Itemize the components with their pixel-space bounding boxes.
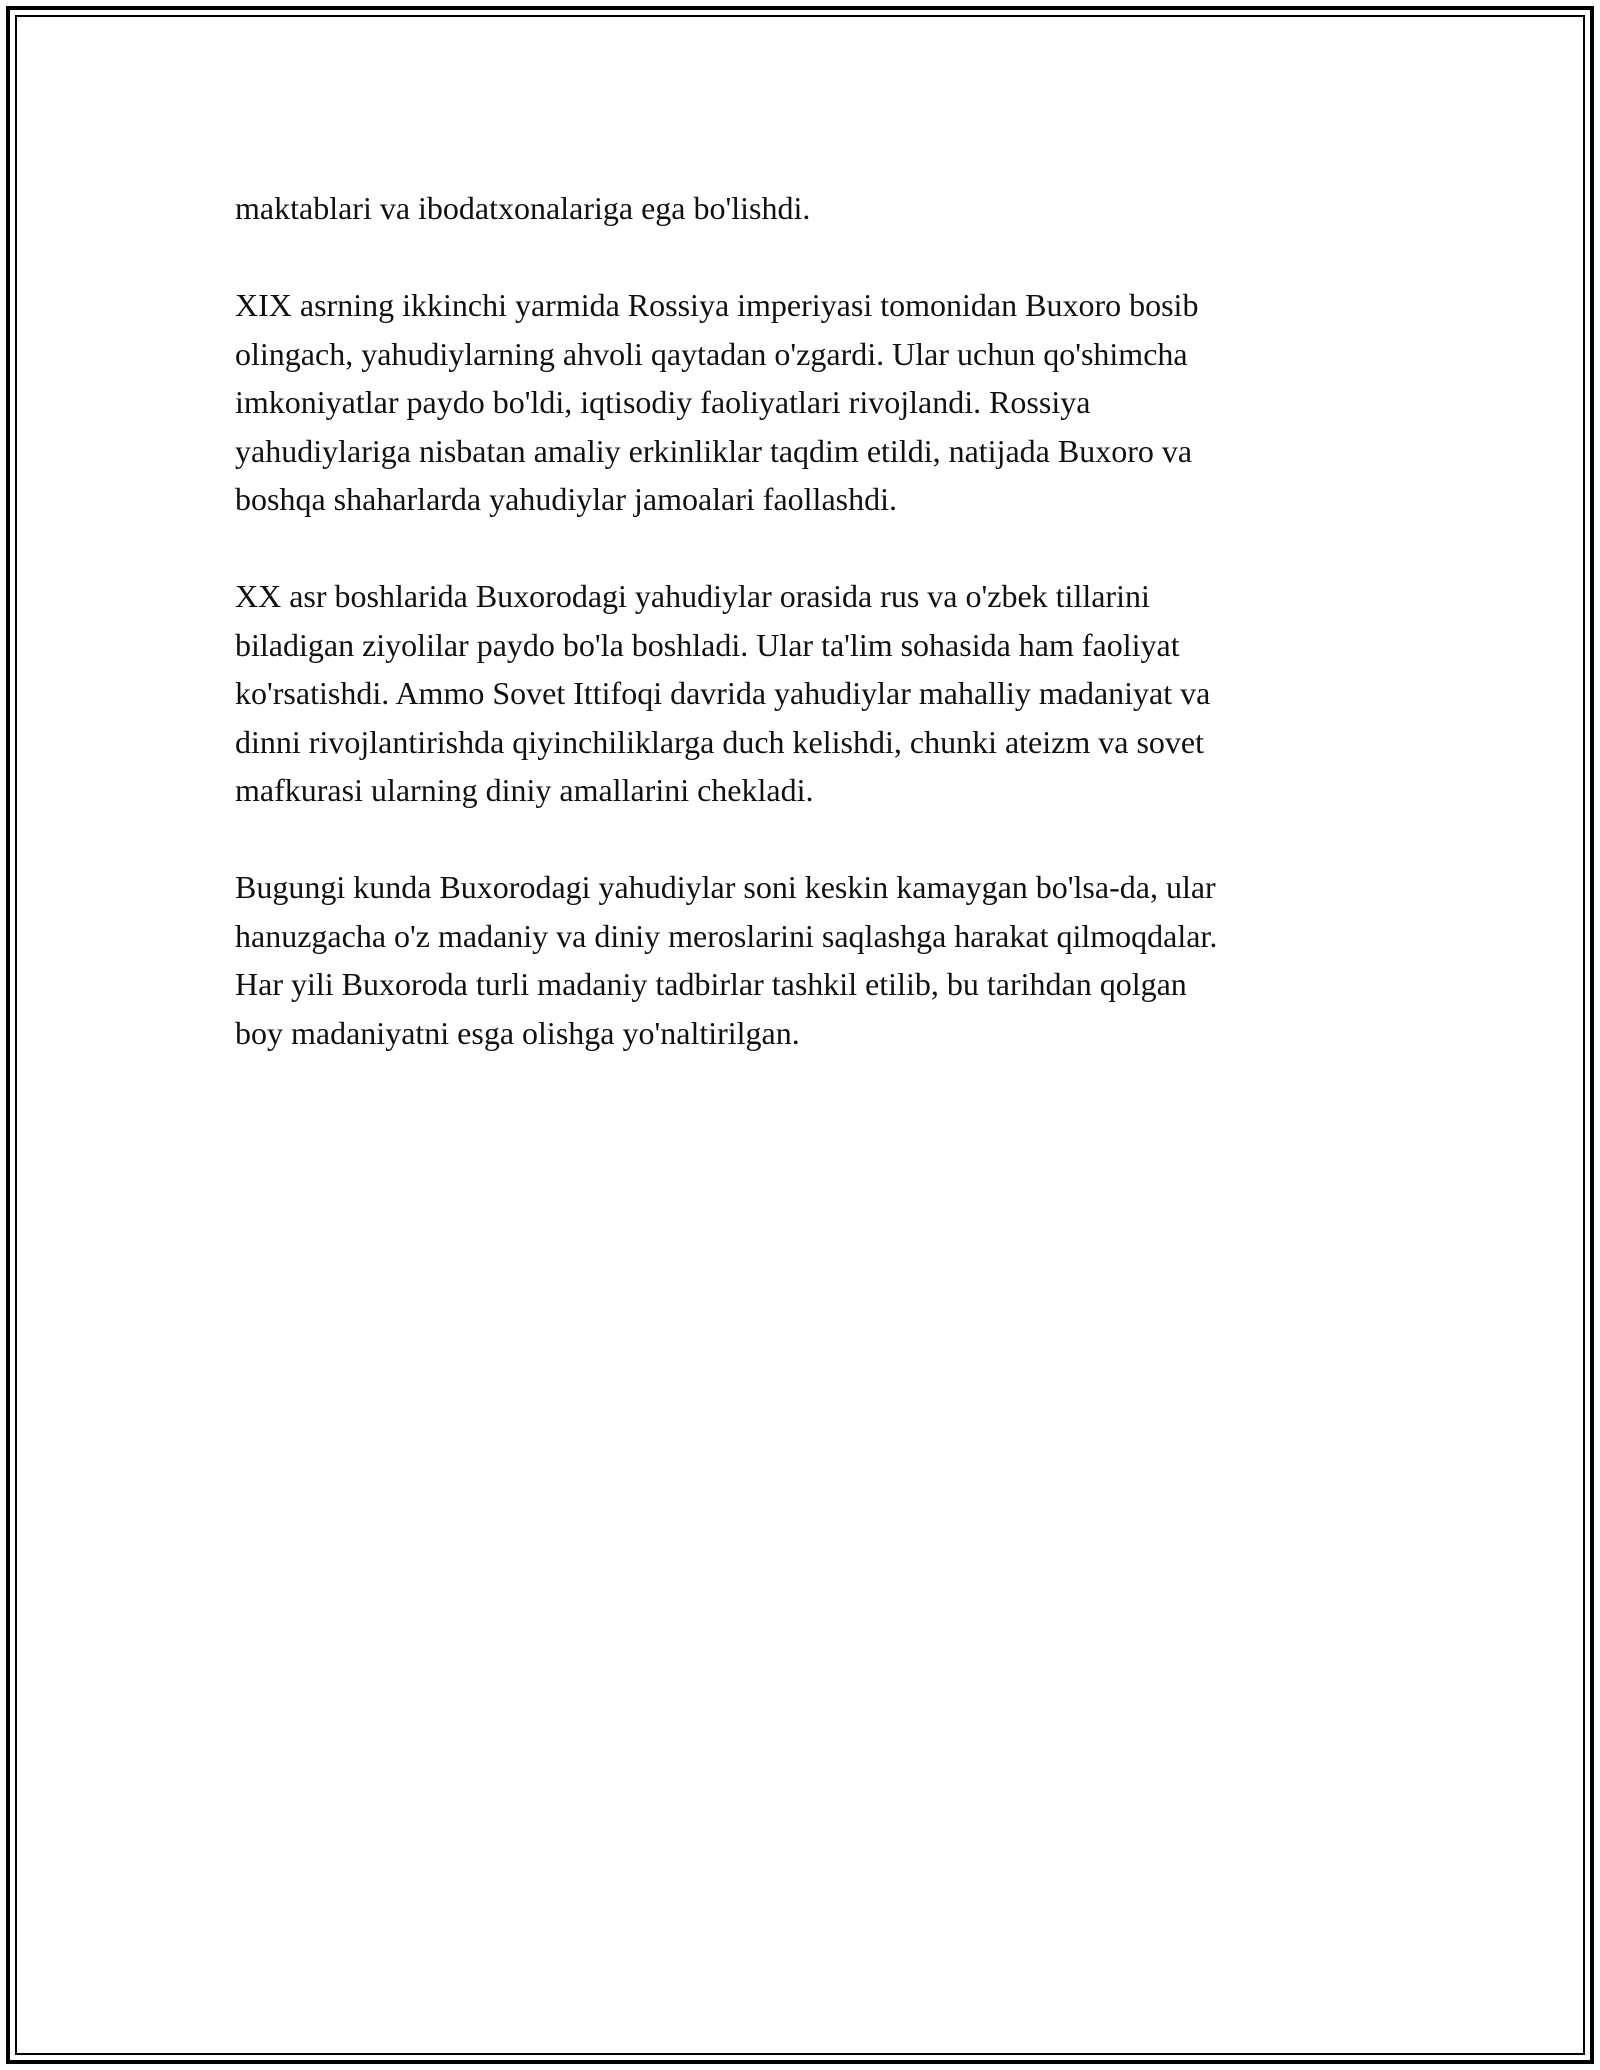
text-line: hanuzgacha o'z madaniy va diniy meroslarini saqlashga harakat qilmoqdalar.	[235, 917, 1218, 954]
paragraph-1	[235, 184, 1385, 233]
text-line: ko'rsatishdi. Ammo Sovet Ittifoqi davrida yahudiylar mahalliy madaniyat va	[235, 675, 1211, 711]
paragraph-3	[235, 572, 1385, 815]
text-line: imkoniyatlar paydo bo'ldi, iqtisodiy faoliyatlari rivojlandi. Rossiya	[235, 384, 1091, 420]
text-line: Har yili Buxoroda turli madaniy tadbirlar tashkil etilib, bu tarihdan qolgan	[235, 966, 1187, 1002]
text-line: dinni rivojlantirishda qiyinchiliklarga duch kelishdi, chunki ateizm va sovet	[235, 723, 1204, 760]
text-line: boy madaniyatni esga olishga yo'naltirilgan.	[235, 1014, 800, 1051]
text-line: biladigan ziyolilar paydo bo'la boshladi. Ular ta'lim sohasida ham faoliyat	[235, 626, 1180, 663]
text-line: maktablari va ibodatxonalariga ega bo'lishdi.	[235, 190, 811, 226]
text-line: Bugungi kunda Buxorodagi yahudiylar soni keskin kamaygan bo'lsa-da, ular	[235, 869, 1216, 905]
paragraph-4	[235, 863, 1385, 1057]
document-body	[235, 184, 1385, 1106]
text-line: yahudiylariga nisbatan amaliy erkinliklar taqdim etildi, natijada Buxoro va	[235, 432, 1193, 469]
paragraph-2	[235, 281, 1385, 524]
text-line: olingach, yahudiylarning ahvoli qaytadan o'zgardi. Ular uchun qo'shimcha	[235, 335, 1188, 372]
text-line: boshqa shaharlarda yahudiylar jamoalari faollashdi.	[235, 481, 897, 517]
text-line: mafkurasi ularning diniy amallarini chekladi.	[235, 772, 814, 808]
text-line: XIX asrning ikkinchi yarmida Rossiya imperiyasi tomonidan Buxoro bosib	[235, 287, 1199, 323]
text-line: XX asr boshlarida Buxorodagi yahudiylar orasida rus va o'zbek tillarini	[235, 578, 1150, 614]
